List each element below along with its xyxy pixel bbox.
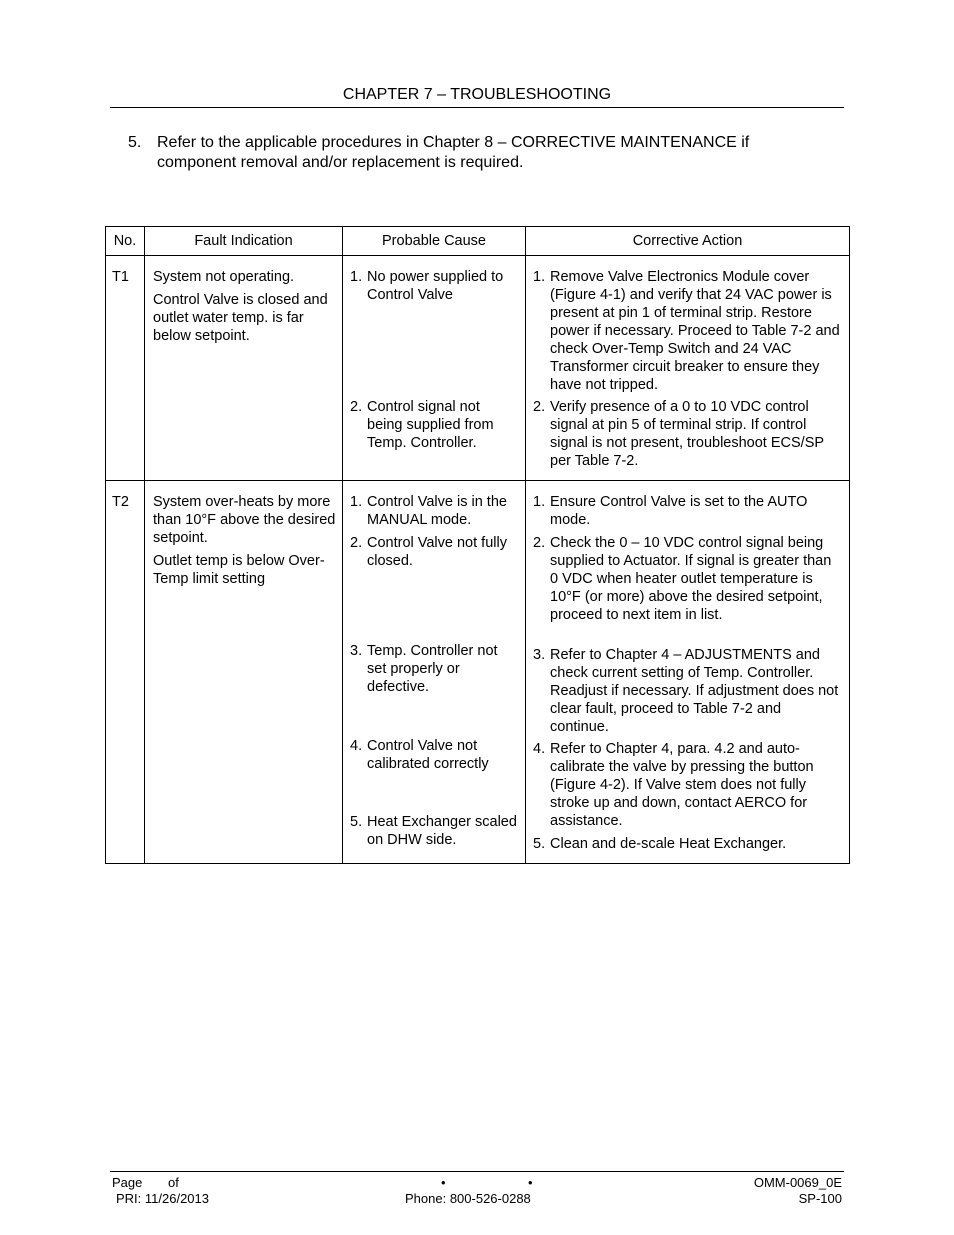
action-number: 1. — [533, 269, 546, 285]
column-header-probable-cause: Probable Cause — [343, 227, 526, 256]
cause-number: 3. — [350, 643, 363, 659]
table-row — [106, 256, 850, 481]
cause-text: Temp. Controller not set properly or defective. — [367, 643, 498, 695]
cause-number: 5. — [350, 814, 363, 830]
fault-text: Control Valve is closed and outlet water temp. is far below setpoint. — [153, 292, 328, 344]
fault-text: Outlet temp is below Over-Temp limit setting — [153, 553, 325, 587]
fault-number: T2 — [106, 481, 145, 864]
action-item — [533, 646, 843, 740]
footer-page-label: Page — [112, 1175, 143, 1190]
footer-pri-date: PRI: 11/26/2013 — [116, 1191, 209, 1206]
cause-item — [350, 268, 519, 398]
cause-text: Heat Exchanger scaled on DHW side. — [367, 814, 517, 848]
fault-indication — [145, 481, 343, 864]
action-item — [533, 398, 843, 470]
footer-bullet: • — [441, 1175, 446, 1190]
cause-item — [350, 642, 519, 737]
action-text: Clean and de-scale Heat Exchanger. — [550, 836, 787, 852]
fault-text: System over-heats by more than 10°F above the desired setpoint. — [153, 494, 336, 546]
cause-item — [350, 737, 519, 813]
corrective-action — [526, 481, 850, 864]
cause-text: No power supplied to Control Valve — [367, 269, 504, 303]
action-number: 2. — [533, 535, 546, 551]
action-item — [533, 534, 843, 646]
column-header-no: No. — [106, 227, 145, 256]
action-text: Check the 0 – 10 VDC control signal being supplied to Actuator. If signal is greater than 0 VDC when heater outlet temperature is 10°F (or more) above the desired setpoint, proceed to next item in list. — [550, 535, 832, 623]
table-row — [106, 481, 850, 864]
probable-cause — [343, 481, 526, 864]
footer-model: SP-100 — [798, 1191, 842, 1206]
corrective-action — [526, 256, 850, 481]
cause-item — [350, 534, 519, 642]
action-number: 1. — [533, 494, 546, 510]
troubleshooting-table — [105, 226, 850, 864]
cause-item — [350, 813, 519, 849]
cause-number: 2. — [350, 399, 363, 415]
step-text: Refer to the applicable procedures in Chapter 8 – CORRECTIVE MAINTENANCE if component removal and/or replacement is required. — [157, 134, 750, 171]
fault-indication — [145, 256, 343, 481]
fault-number: T1 — [106, 256, 145, 481]
table-header-row — [106, 227, 850, 256]
footer-document-number: OMM-0069_0E — [753, 1175, 842, 1190]
cause-text: Control Valve is in the MANUAL mode. — [367, 494, 507, 528]
action-number: 5. — [533, 836, 546, 852]
probable-cause — [343, 256, 526, 481]
action-text: Remove Valve Electronics Module cover (Figure 4-1) and verify that 24 VAC power is present at pin 1 of terminal strip. Restore power if necessary. Proceed to Table 7-2 and check Over-Temp Switch and 24 VAC Transformer circuit breaker to ensure they have not tripped. — [550, 269, 840, 393]
column-header-corrective-action: Corrective Action — [526, 227, 850, 256]
footer-of-label: of — [168, 1175, 179, 1190]
action-item — [533, 268, 843, 398]
cause-number: 2. — [350, 535, 363, 551]
header-divider — [110, 107, 844, 108]
action-text: Verify presence of a 0 to 10 VDC control signal at pin 5 of terminal strip. If control signal is not present, troubleshoot ECS/SP per Table 7-2. — [550, 399, 824, 469]
cause-item — [350, 493, 519, 534]
cause-text: Control Valve not fully closed. — [367, 535, 507, 569]
action-item — [533, 493, 843, 534]
action-number: 3. — [533, 647, 546, 663]
chapter-title: CHAPTER 7 – TROUBLESHOOTING — [342, 86, 612, 103]
action-item — [533, 835, 843, 853]
column-header-fault-indication: Fault Indication — [145, 227, 343, 256]
cause-item — [350, 398, 519, 452]
action-text: Refer to Chapter 4 – ADJUSTMENTS and check current setting of Temp. Controller. Readjust if necessary. If adjustment does not clear fault, proceed to Table 7-2 and continue. — [550, 647, 839, 735]
cause-text: Control Valve not calibrated correctly — [367, 738, 489, 772]
action-text: Refer to Chapter 4, para. 4.2 and auto-calibrate the valve by pressing the button (Figure 4-2). If Valve stem does not fully stroke up and down, contact AERCO for assistance. — [550, 741, 814, 829]
cause-text: Control signal not being supplied from Temp. Controller. — [367, 399, 494, 451]
footer-phone: Phone: 800-526-0288 — [405, 1191, 531, 1206]
cause-number: 4. — [350, 738, 363, 754]
fault-text: System not operating. — [153, 269, 295, 285]
action-item — [533, 740, 843, 835]
cause-number: 1. — [350, 494, 363, 510]
action-text: Ensure Control Valve is set to the AUTO mode. — [550, 494, 808, 528]
cause-number: 1. — [350, 269, 363, 285]
action-number: 2. — [533, 399, 546, 415]
action-number: 4. — [533, 741, 546, 757]
footer-bullet: • — [528, 1175, 533, 1190]
footer-divider — [110, 1171, 844, 1172]
step-number: 5. — [128, 134, 142, 151]
